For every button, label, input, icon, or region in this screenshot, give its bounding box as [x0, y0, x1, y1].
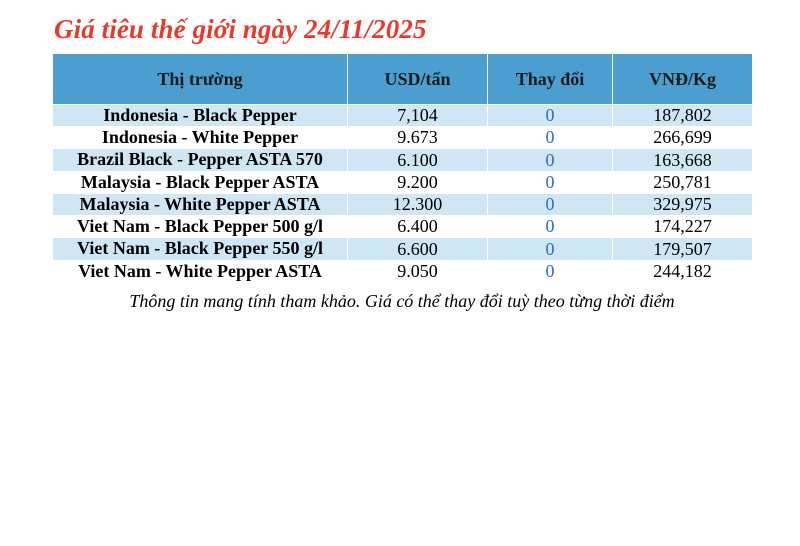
- cell-vnd: 250,781: [613, 171, 753, 193]
- price-table-container: [52, 53, 752, 312]
- column-header-vnd: VNĐ/Kg: [613, 54, 753, 105]
- cell-usd: 9.200: [348, 171, 488, 193]
- cell-vnd: 163,668: [613, 149, 753, 171]
- cell-market: Viet Nam - Black Pepper 550 g/l: [53, 238, 348, 260]
- table-row: [53, 105, 753, 127]
- cell-market: Indonesia - Black Pepper: [53, 105, 348, 127]
- column-header-change: Thay đổi: [488, 54, 613, 105]
- table-row: [53, 238, 753, 260]
- cell-change: 0: [488, 193, 613, 215]
- table-footnote: Thông tin mang tính tham khảo. Giá có thể thay đổi tuỳ theo từng thời điểm: [129, 290, 675, 311]
- cell-market: Brazil Black - Pepper ASTA 570: [53, 149, 348, 171]
- cell-usd: 9.050: [348, 260, 488, 282]
- cell-vnd: 244,182: [613, 260, 753, 282]
- cell-change: 0: [488, 127, 613, 149]
- table-row: [53, 149, 753, 171]
- table-header: [53, 54, 753, 105]
- cell-vnd: 174,227: [613, 216, 753, 238]
- table-row: [53, 193, 753, 215]
- cell-vnd: 179,507: [613, 238, 753, 260]
- table-row: [53, 127, 753, 149]
- column-header-market: Thị trường: [53, 54, 348, 105]
- cell-change: 0: [488, 171, 613, 193]
- cell-change: 0: [488, 105, 613, 127]
- cell-vnd: 329,975: [613, 193, 753, 215]
- cell-usd: 12.300: [348, 193, 488, 215]
- cell-usd: 9.673: [348, 127, 488, 149]
- cell-change: 0: [488, 216, 613, 238]
- cell-market: Viet Nam - White Pepper ASTA: [53, 260, 348, 282]
- cell-change: 0: [488, 149, 613, 171]
- world-pepper-price-table: [52, 53, 753, 283]
- cell-market: Malaysia - Black Pepper ASTA: [53, 171, 348, 193]
- table-body: [53, 105, 753, 283]
- cell-vnd: 266,699: [613, 127, 753, 149]
- cell-change: 0: [488, 238, 613, 260]
- cell-market: Viet Nam - Black Pepper 500 g/l: [53, 216, 348, 238]
- table-row: [53, 216, 753, 238]
- cell-change: 0: [488, 260, 613, 282]
- cell-usd: 6.100: [348, 149, 488, 171]
- cell-vnd: 187,802: [613, 105, 753, 127]
- cell-usd: 6.600: [348, 238, 488, 260]
- table-row: [53, 260, 753, 282]
- cell-market: Malaysia - White Pepper ASTA: [53, 193, 348, 215]
- cell-usd: 6.400: [348, 216, 488, 238]
- table-row: [53, 171, 753, 193]
- page-title: Giá tiêu thế giới ngày 24/11/2025: [54, 14, 427, 44]
- cell-usd: 7,104: [348, 105, 488, 127]
- cell-market: Indonesia - White Pepper: [53, 127, 348, 149]
- column-header-usd: USD/tấn: [348, 54, 488, 105]
